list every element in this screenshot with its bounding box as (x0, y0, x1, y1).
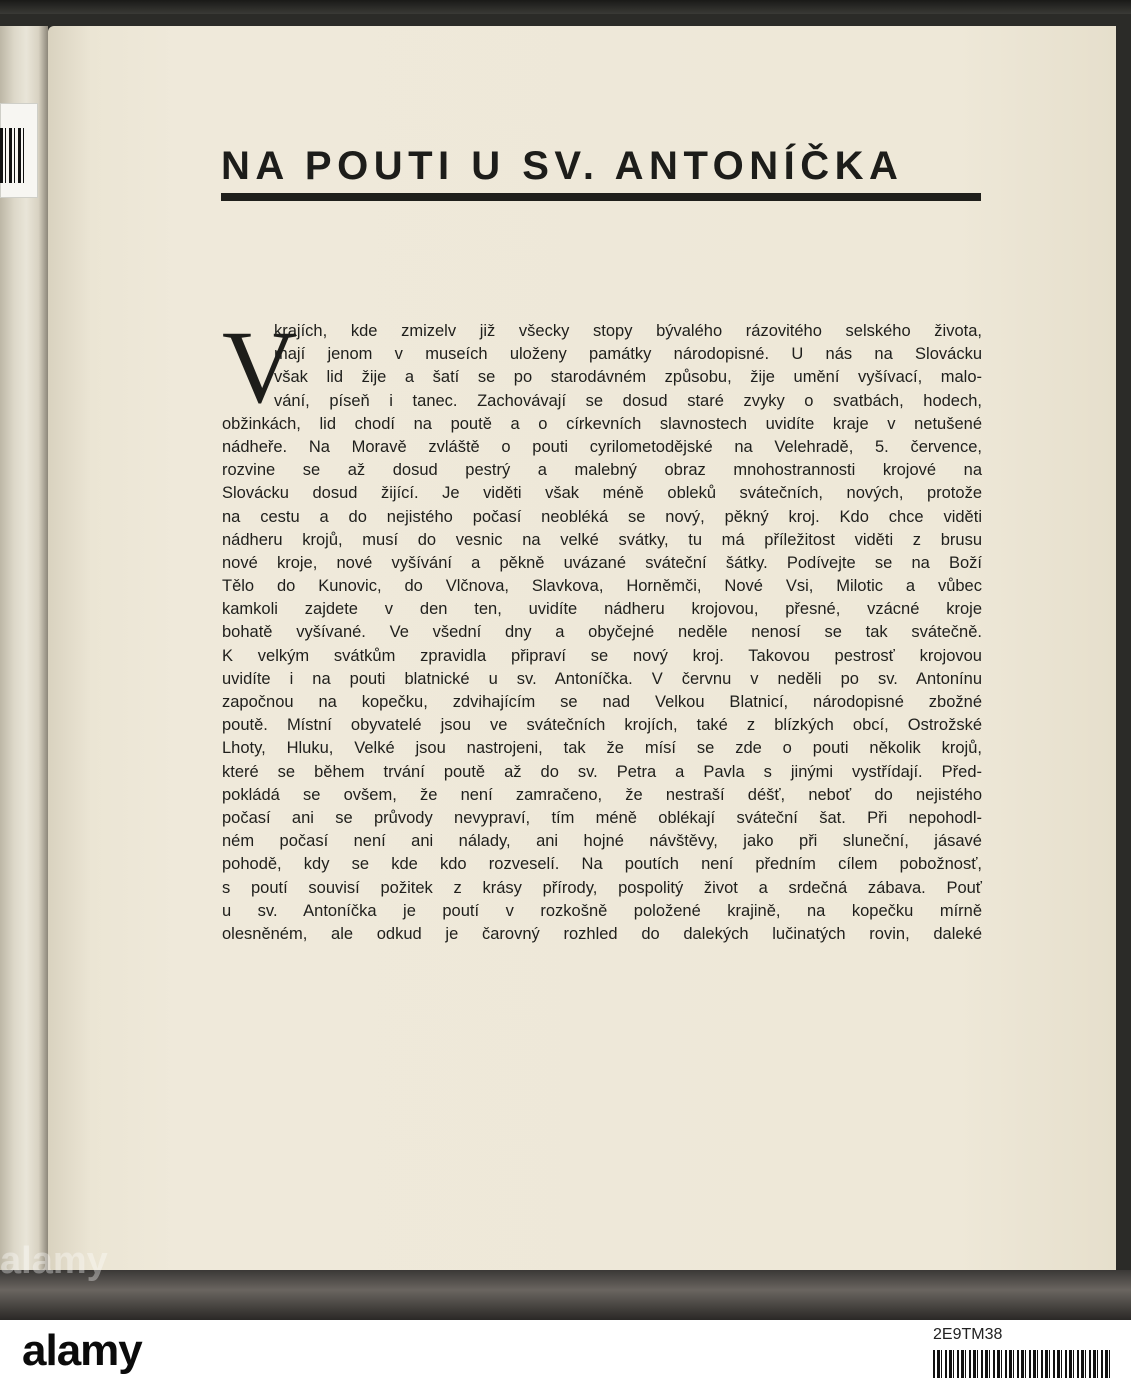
text-line: olesněném, ale odkud je čarovný rozhled do dalekých lučinatých rovin, daleké (222, 924, 982, 943)
text-line: Slovácku dosud žijící. Je viděti však méně obleků svátečních, nových, protože (222, 484, 982, 503)
book-page (48, 26, 1116, 1286)
image-id: 2E9TM38 (933, 1326, 1003, 1343)
text-line: nové kroje, nové vyšívání a pěkně uvázané sváteční šátky. Podívejte se na Boží (222, 553, 982, 572)
text-line: však lid žije a šatí se po starodávném způsobu, žije umění vyšívací, malo- (274, 368, 982, 387)
title-rule (221, 193, 981, 201)
text-line: ném počasí není ani nálady, ani hojné návštěvy, jako při sluneční, jásavé (222, 832, 982, 851)
text-lines (222, 310, 982, 946)
bottom-edge (0, 1270, 1131, 1320)
footer-barcode-icon (933, 1350, 1113, 1378)
text-line: na cestu a do nejistého počasí neobléká se nový, pěkný kroj. Kdo chce viděti (222, 507, 982, 526)
body-text (222, 310, 982, 946)
text-line: krajích, kde zmizelv již všecky stopy bývalého rázovitého selského života, (274, 322, 982, 340)
text-line: uvidíte i na pouti blatnické u sv. Antoníčka. V červnu v neděli po sv. Antonínu (222, 669, 982, 688)
text-line: s poutí souvisí požitek z krásy přírody, pospolitý život a srdečná zábava. Pouť (222, 878, 982, 897)
text-line: bohatě vyšívané. Ve všední dny a obyčejné neděle nenosí se tak svátečně. (222, 623, 982, 642)
text-line: Lhoty, Hluku, Velké jsou nastrojeni, tak že mísí se zde o pouti několik krojů, (222, 739, 982, 758)
text-line: u sv. Antoníčka je poutí v rozkošně položené krajině, na kopečku mírně (222, 901, 982, 920)
watermark: alamy (0, 1240, 108, 1282)
text-line: pokládá se ovšem, že není zamračeno, že nestraší déšť, neboť do nejistého (222, 785, 982, 804)
text-line: mají jenom v museích uloženy památky národopisné. U nás na Slovácku (274, 345, 982, 364)
text-line: K velkým svátkům zpravidla připraví se nový kroj. Takovou pestrosť krojovou (222, 646, 982, 665)
text-line: počasí ani se průvody nevypraví, tím méně oblékají sváteční šat. Při nepohodl- (222, 808, 982, 827)
page-title: NA POUTI U SV. ANTONÍČKA (221, 144, 904, 188)
brand-logo: alamy (22, 1326, 142, 1375)
drop-cap: V (222, 310, 298, 425)
text-line: Tělo do Kunovic, do Vlčnova, Slavkova, Horněmči, Nové Vsi, Milotic a vůbec (222, 577, 982, 596)
text-line: obžinkách, lid chodí na poutě a o církevních slavnostech uvidíte kraje v netušené (222, 414, 982, 433)
text-line: nádheru krojů, musí do vesnic na velké svátky, tu má příležitost viděti z brusu (222, 530, 982, 549)
text-line: nádheře. Na Moravě zvláště o pouti cyrilometodějské na Velehradě, 5. července, (222, 437, 982, 456)
text-line: rozvine se až dosud pestrý a malebný obraz mnohostrannosti krojové na (222, 461, 982, 480)
text-line: poutě. Místní obyvatelé jsou ve svátečních krojích, také z blízkých obcí, Ostrožské (222, 716, 982, 735)
text-line: vání, píseň i tanec. Zachovávají se dosud staré zvyky o svatbách, hodech, (274, 391, 982, 410)
text-line: které se během trvání poutě až do sv. Petra a Pavla s jinými vystřídají. Před- (222, 762, 982, 781)
top-edge (0, 0, 1131, 14)
text-line: kamkoli zajdete v den ten, uvidíte nádheru krojovou, přesné, vzácné kroje (222, 600, 982, 619)
text-line: pohodě, kdy se kde kdo rozveselí. Na poutích není předním cílem pobožnosť, (222, 855, 982, 874)
text-line: započnou na kopečku, zdvihajícím se nad Velkou Blatnicí, národopisné zbožné (222, 693, 982, 711)
book-spine (0, 26, 48, 1281)
spine-barcode-icon (0, 128, 26, 183)
